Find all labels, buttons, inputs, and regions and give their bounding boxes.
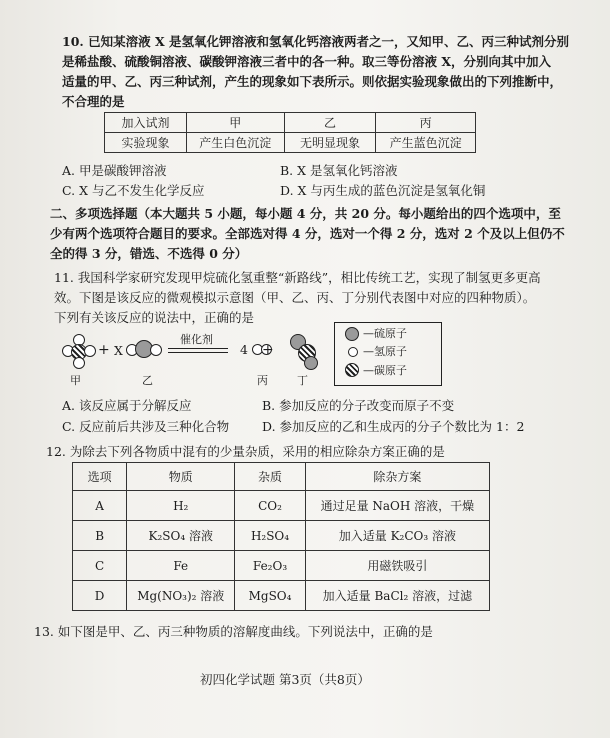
q10-stem-line1: 10. 已知某溶液 X 是氢氧化钾溶液和氢氧化钙溶液两者之一，又知甲、乙、丙三种试剂分别 [62, 34, 570, 49]
molecule-ding-icon [290, 334, 320, 370]
q11-stem-line1: 11. 我国科学家研究发现甲烷硫化氢重整“新路线”，相比传统工艺，实现了制氢更多更高 [54, 270, 541, 285]
q10-cell: 乙 [284, 113, 376, 133]
q10-stem-line4: 不合理的是 [62, 94, 125, 109]
q12-cell: K₂SO₄ 溶液 [127, 521, 235, 551]
q12-cell: C [73, 551, 127, 581]
label-jia: 甲 [70, 374, 81, 387]
sulfur-atom-icon [345, 327, 359, 341]
q12-cell: H₂SO₄ [235, 521, 305, 551]
hydrogen-atom-icon [348, 347, 358, 357]
label-ding: 丁 [297, 374, 308, 387]
q10-cell: 产生白色沉淀 [186, 133, 284, 153]
carbon-atom-icon [345, 363, 359, 377]
q12-cell: 加入适量 K₂CO₃ 溶液 [305, 521, 489, 551]
q10-cell: 甲 [186, 113, 284, 133]
page-footer: 初四化学试题 第3页（共8页） [200, 672, 370, 687]
q10-option-b: B. X 是氢氧化钙溶液 [280, 163, 398, 178]
q10-cell: 实验现象 [105, 133, 187, 153]
q10-cell: 无明显现象 [284, 133, 376, 153]
q10-cell: 加入试剂 [105, 113, 187, 133]
q12-cell: 加入适量 BaCl₂ 溶液，过滤 [305, 581, 489, 611]
q12-cell: 通过足量 NaOH 溶液，干燥 [305, 491, 489, 521]
q12-cell: CO₂ [235, 491, 305, 521]
atom-legend [334, 322, 442, 386]
q12-cell: A [73, 491, 127, 521]
q12-stem: 12. 为除去下列各物质中混有的少量杂质，采用的相应除杂方案正确的是 [46, 444, 445, 459]
catalyst-label: 催化剂 [180, 333, 213, 346]
reaction-arrow-top [168, 348, 228, 349]
legend-hydrogen: —氢原子 [363, 345, 407, 358]
q12-cell: Fe [127, 551, 235, 581]
q10-option-a: A. 甲是碳酸钾溶液 [62, 163, 167, 178]
legend-carbon: —碳原子 [363, 364, 407, 377]
q12-cell: D [73, 581, 127, 611]
q12-header: 物质 [127, 463, 235, 491]
q10-cell: 丙 [376, 113, 476, 133]
q12-cell: B [73, 521, 127, 551]
q11-option-d: D. 参加反应的乙和生成丙的分子个数比为 1：2 [262, 419, 525, 434]
q10-stem-line2: 是稀盐酸、硫酸铜溶液、碳酸钾溶液三者中的各一种。取三等份溶液 X，分别向其中加入 [62, 54, 552, 69]
q10-stem-line3: 适量的甲、乙、丙三种试剂，产生的现象如下表所示。则依据实验现象做出的下列推断中， [62, 74, 563, 89]
q11-stem-line2: 效。下图是该反应的微观模拟示意图（甲、乙、丙、丁分别代表图中对应的四种物质）。 [54, 290, 536, 305]
molecule-yi-icon [126, 340, 160, 362]
q11-option-a: A. 该反应属于分解反应 [62, 398, 192, 413]
reaction-arrow-bottom [168, 352, 228, 353]
section2-line1: 二、多项选择题（本大题共 5 小题，每小题 4 分，共 20 分。每小题给出的四个选项中，至 [50, 206, 561, 221]
q12-table [72, 462, 490, 611]
q12-cell: MgSO₄ [235, 581, 305, 611]
plus-sign: + [98, 342, 110, 358]
q12-cell: 用磁铁吸引 [305, 551, 489, 581]
q12-cell: Mg(NO₃)₂ 溶液 [127, 581, 235, 611]
q11-option-b: B. 参加反应的分子改变而原子不变 [262, 398, 455, 413]
q12-header: 选项 [73, 463, 127, 491]
q10-option-d: D. X 与丙生成的蓝色沉淀是氢氧化铜 [280, 183, 486, 198]
q12-header: 杂质 [235, 463, 305, 491]
coefficient-4: 4 [240, 342, 248, 357]
q10-cell: 产生蓝色沉淀 [376, 133, 476, 153]
molecule-jia-icon [62, 334, 96, 370]
legend-sulfur: —硫原子 [363, 327, 407, 340]
label-bing: 丙 [257, 374, 268, 387]
q10-table [104, 112, 476, 153]
q11-option-c: C. 反应前后共涉及三种化合物 [62, 419, 230, 434]
q11-stem-line3: 下列有关该反应的说法中，正确的是 [54, 310, 255, 325]
q13-stem: 13. 如下图是甲、乙、丙三种物质的溶解度曲线。下列说法中，正确的是 [34, 624, 433, 639]
plus-sign: + [262, 342, 274, 358]
section2-line2: 少有两个选项符合题目的要求。全部选对得 4 分，选对一个得 2 分，选对 2 个及以上但仍不 [50, 226, 565, 241]
section2-line3: 全的得 3 分，错选、不选得 0 分） [50, 246, 248, 261]
q12-header: 除杂方案 [305, 463, 489, 491]
coefficient-x: X [114, 343, 123, 358]
label-yi: 乙 [142, 374, 153, 387]
q12-cell: H₂ [127, 491, 235, 521]
q10-option-c: C. X 与乙不发生化学反应 [62, 183, 205, 198]
q12-cell: Fe₂O₃ [235, 551, 305, 581]
